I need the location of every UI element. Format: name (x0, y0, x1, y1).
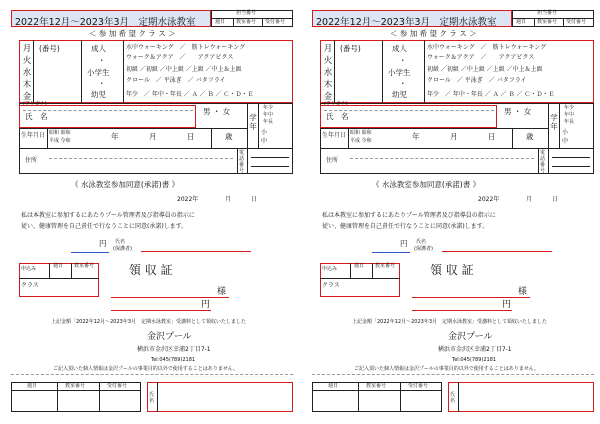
grade-option-nencho[interactable]: 年長 (263, 119, 274, 125)
number-label: (番号) (39, 44, 60, 53)
receipt-class-label: クラス (21, 282, 39, 289)
address-field[interactable] (49, 158, 233, 159)
name-label: 氏 名 (326, 112, 349, 121)
receipt-address: 横浜市金沢区幸浦2丁目7-1 (438, 346, 512, 353)
receipt-class-label: クラス (322, 282, 340, 289)
footer-name-box[interactable] (448, 382, 594, 412)
grade-option-elementary[interactable]: 小 (261, 129, 268, 136)
office-col-weekday: 週日 (215, 19, 226, 25)
footer-col-weekday: 週日 (27, 383, 38, 389)
receipt-amount-line[interactable] (412, 310, 512, 311)
consent-body-2: 従い、健康管理を自己責任で行なうことに同意(承諾)します。 (21, 223, 188, 230)
dob-era-showa[interactable]: 昭和 昭和 (49, 130, 71, 136)
office-col-receipt-no: 受付番号 (566, 19, 587, 25)
number-label: (番号) (340, 44, 361, 53)
receipt-col-weekday: 週日 (53, 263, 64, 269)
consent-signature-label: 氏名 (416, 239, 427, 245)
phone-label: 電話番号 (540, 150, 546, 174)
receipt-title: 領 収 証 (430, 263, 474, 277)
gender-select[interactable]: 男 ・ 女 (504, 107, 532, 116)
dob-era-heisei-reiwa[interactable]: 平成 令和 (49, 138, 71, 144)
consent-signature-line[interactable] (141, 251, 251, 252)
office-header: 担当番号 (236, 10, 257, 16)
dob-year-label: 年 (111, 132, 119, 141)
consent-body-1: 私は本教室に参加するにあたりプール管理者及び指導員の指示に (322, 212, 496, 219)
receipt-title: 領 収 証 (129, 263, 173, 277)
office-col-receipt-no: 受付番号 (265, 19, 286, 25)
dob-month-label: 月 (450, 132, 458, 141)
dob-day-label: 日 (488, 132, 496, 141)
consent-date-day[interactable]: 日 (251, 196, 258, 203)
form-title: 2022年12月～2023年3月 定期水泳教室 (316, 17, 497, 28)
footer-col-receipt-no: 受付番号 (408, 383, 429, 389)
office-col-class-no: 教室番号 (236, 19, 257, 25)
class-line-elementary-2[interactable]: クロール ／ 平泳ぎ ／ バタフライ (126, 77, 226, 84)
dob-month-label: 月 (149, 132, 157, 141)
office-col-class-no: 教室番号 (537, 19, 558, 25)
address-label: 住所 (326, 157, 339, 164)
category-elementary[interactable]: 小学生 (388, 68, 411, 77)
grade-option-junior-high[interactable]: 中 (562, 138, 569, 145)
receipt-sama: 様 (518, 287, 528, 297)
consent-yen: 円 (99, 239, 107, 248)
grade-label: 学年 (550, 113, 558, 131)
dob-year-label: 年 (412, 132, 420, 141)
consent-body-1: 私は本教室に参加するにあたりプール管理者及び指導員の指示に (21, 212, 195, 219)
dob-age-label: 歳 (526, 132, 534, 141)
category-dot: ・ (98, 56, 106, 65)
grade-option-nencho[interactable]: 年長 (564, 119, 575, 125)
section-title: ＜ 参 加 希 望 ク ラ ス ＞ (390, 29, 477, 38)
address-label: 住所 (25, 157, 38, 164)
footer-name-label: 氏名 (149, 392, 155, 404)
category-elementary[interactable]: 小学生 (87, 68, 110, 77)
section-title: ＜ 参 加 希 望 ク ラ ス ＞ (89, 29, 176, 38)
grade-option-nenchu[interactable]: 年中 (564, 112, 575, 118)
dob-era-heisei-reiwa[interactable]: 平成 令和 (350, 138, 372, 144)
receipt-name-line[interactable] (111, 297, 229, 298)
address-field[interactable] (350, 158, 534, 159)
grade-label: 学年 (249, 113, 257, 131)
category-dot: ・ (399, 79, 407, 88)
dob-era-showa[interactable]: 昭和 昭和 (350, 130, 372, 136)
consent-body-2: 従い、健康管理を自己責任で行なうことに同意(承諾)します。 (322, 223, 489, 230)
grade-option-nensho[interactable]: 年少 (564, 105, 575, 111)
form-title-bar (312, 10, 512, 27)
footer-name-label: 氏名 (450, 392, 456, 404)
class-line-adult-1[interactable]: 水中ウォーキング ／ 筋トレウォーキング (126, 44, 246, 51)
grade-option-junior-high[interactable]: 中 (261, 138, 268, 145)
grade-option-nenchu[interactable]: 年中 (263, 112, 274, 118)
footer-col-receipt-no: 受付番号 (107, 383, 128, 389)
consent-date-year[interactable]: 2022年 (478, 196, 500, 203)
receipt-name-line[interactable] (412, 297, 530, 298)
grade-option-elementary[interactable]: 小 (562, 129, 569, 136)
class-line-preschool[interactable]: 年少 ／ 年中・年長 ／ Ａ ／ Ｂ ／ Ｃ・Ｄ・Ｅ (126, 91, 254, 98)
category-preschool[interactable]: 幼児 (392, 90, 407, 99)
receipt-yen: 円 (502, 300, 512, 310)
footer-col-class-no: 教室番号 (65, 383, 86, 389)
consent-date-year[interactable]: 2022年 (177, 196, 199, 203)
consent-date-day[interactable]: 日 (552, 196, 559, 203)
furigana-label: (フリガナ) (23, 101, 47, 107)
category-dot: ・ (399, 56, 407, 65)
consent-title: 《 水泳教室参加同意(承諾)書 》 (71, 180, 180, 189)
furigana-label: (フリガナ) (324, 101, 348, 107)
category-adult[interactable]: 成人 (91, 44, 106, 53)
receipt-yen: 円 (201, 300, 211, 310)
receipt-sama: 様 (217, 287, 227, 297)
consent-signature-label: 氏名 (115, 239, 126, 245)
privacy-note: ご記入頂いた個人情報は金沢プールの事業目的以外で使用することはありません。 (53, 366, 239, 372)
receipt-amount-line[interactable] (111, 310, 211, 311)
receipt-col-class-no: 教室番号 (74, 263, 95, 269)
dob-age-label: 歳 (225, 132, 233, 141)
dob-label: 生年月日 (322, 132, 347, 139)
grade-option-nensho[interactable]: 年少 (263, 105, 274, 111)
class-line-adult-2[interactable]: ウォーク＆アクア ／ アクアビクス (427, 54, 535, 61)
category-adult[interactable]: 成人 (392, 44, 407, 53)
receipt-note: 上記金額「2022年12月～2023年3月 定期水泳教室」受講料として領収いたしました (352, 319, 547, 325)
receipt-tel: Tel:045(789)2181 (151, 357, 196, 363)
consent-title: 《 水泳教室参加同意(承諾)書 》 (372, 180, 481, 189)
footer-name-box[interactable] (147, 382, 293, 412)
consent-date-month[interactable]: 月 (225, 196, 232, 203)
category-dot: ・ (98, 79, 106, 88)
consent-guardian-label: (保護者) (113, 246, 132, 252)
receipt-tel: Tel:045(789)2181 (452, 357, 497, 363)
weekdays-label: 月火水木金 (323, 44, 333, 102)
application-form-right (312, 0, 594, 424)
receipt-col-weekday: 週日 (354, 263, 365, 269)
receipt-facility: 金沢プール (448, 332, 493, 342)
class-line-preschool[interactable]: 年少 ／ 年中・年長 ／ Ａ ／ Ｂ ／ Ｃ・Ｄ・Ｅ (427, 91, 555, 98)
office-col-weekday: 週日 (516, 19, 527, 25)
class-line-adult-2[interactable]: ウォーク＆アクア ／ アクアビクス (126, 54, 234, 61)
name-label: 氏 名 (25, 112, 48, 121)
form-title: 2022年12月～2023年3月 定期水泳教室 (15, 17, 196, 28)
class-line-elementary-2[interactable]: クロール ／ 平泳ぎ ／ バタフライ (427, 77, 527, 84)
receipt-apply-label: 申込み (21, 266, 37, 272)
gender-select[interactable]: 男 ・ 女 (203, 107, 231, 116)
office-header: 担当番号 (537, 10, 558, 16)
dob-label: 生年月日 (21, 132, 46, 139)
phone-label: 電話番号 (239, 150, 245, 174)
receipt-col-class-no: 教室番号 (375, 263, 396, 269)
consent-date-month[interactable]: 月 (526, 196, 533, 203)
category-preschool[interactable]: 幼児 (91, 90, 106, 99)
consent-signature-line[interactable] (442, 251, 552, 252)
weekdays-label: 月火水木金 (22, 44, 32, 102)
application-form-left (11, 0, 293, 424)
receipt-address: 横浜市金沢区幸浦2丁目7-1 (137, 346, 211, 353)
footer-col-weekday: 週日 (328, 383, 339, 389)
receipt-apply-label: 申込み (322, 266, 338, 272)
consent-yen: 円 (400, 239, 408, 248)
receipt-note: 上記金額「2022年12月～2023年3月 定期水泳教室」受講料として領収いたしました (51, 319, 246, 325)
consent-guardian-label: (保護者) (414, 246, 433, 252)
footer-col-class-no: 教室番号 (366, 383, 387, 389)
privacy-note: ご記入頂いた個人情報は金沢プールの事業目的以外で使用することはありません。 (354, 366, 540, 372)
form-title-bar (11, 10, 211, 27)
class-line-elementary-1[interactable]: 初級 ／初級 ／中上級 ／上級 ／中上＆上級 (427, 66, 543, 73)
dob-day-label: 日 (187, 132, 195, 141)
class-line-adult-1[interactable]: 水中ウォーキング ／ 筋トレウォーキング (427, 44, 547, 51)
class-line-elementary-1[interactable]: 初級 ／初級 ／中上級 ／上級 ／中上＆上級 (126, 66, 242, 73)
receipt-facility: 金沢プール (147, 332, 192, 342)
